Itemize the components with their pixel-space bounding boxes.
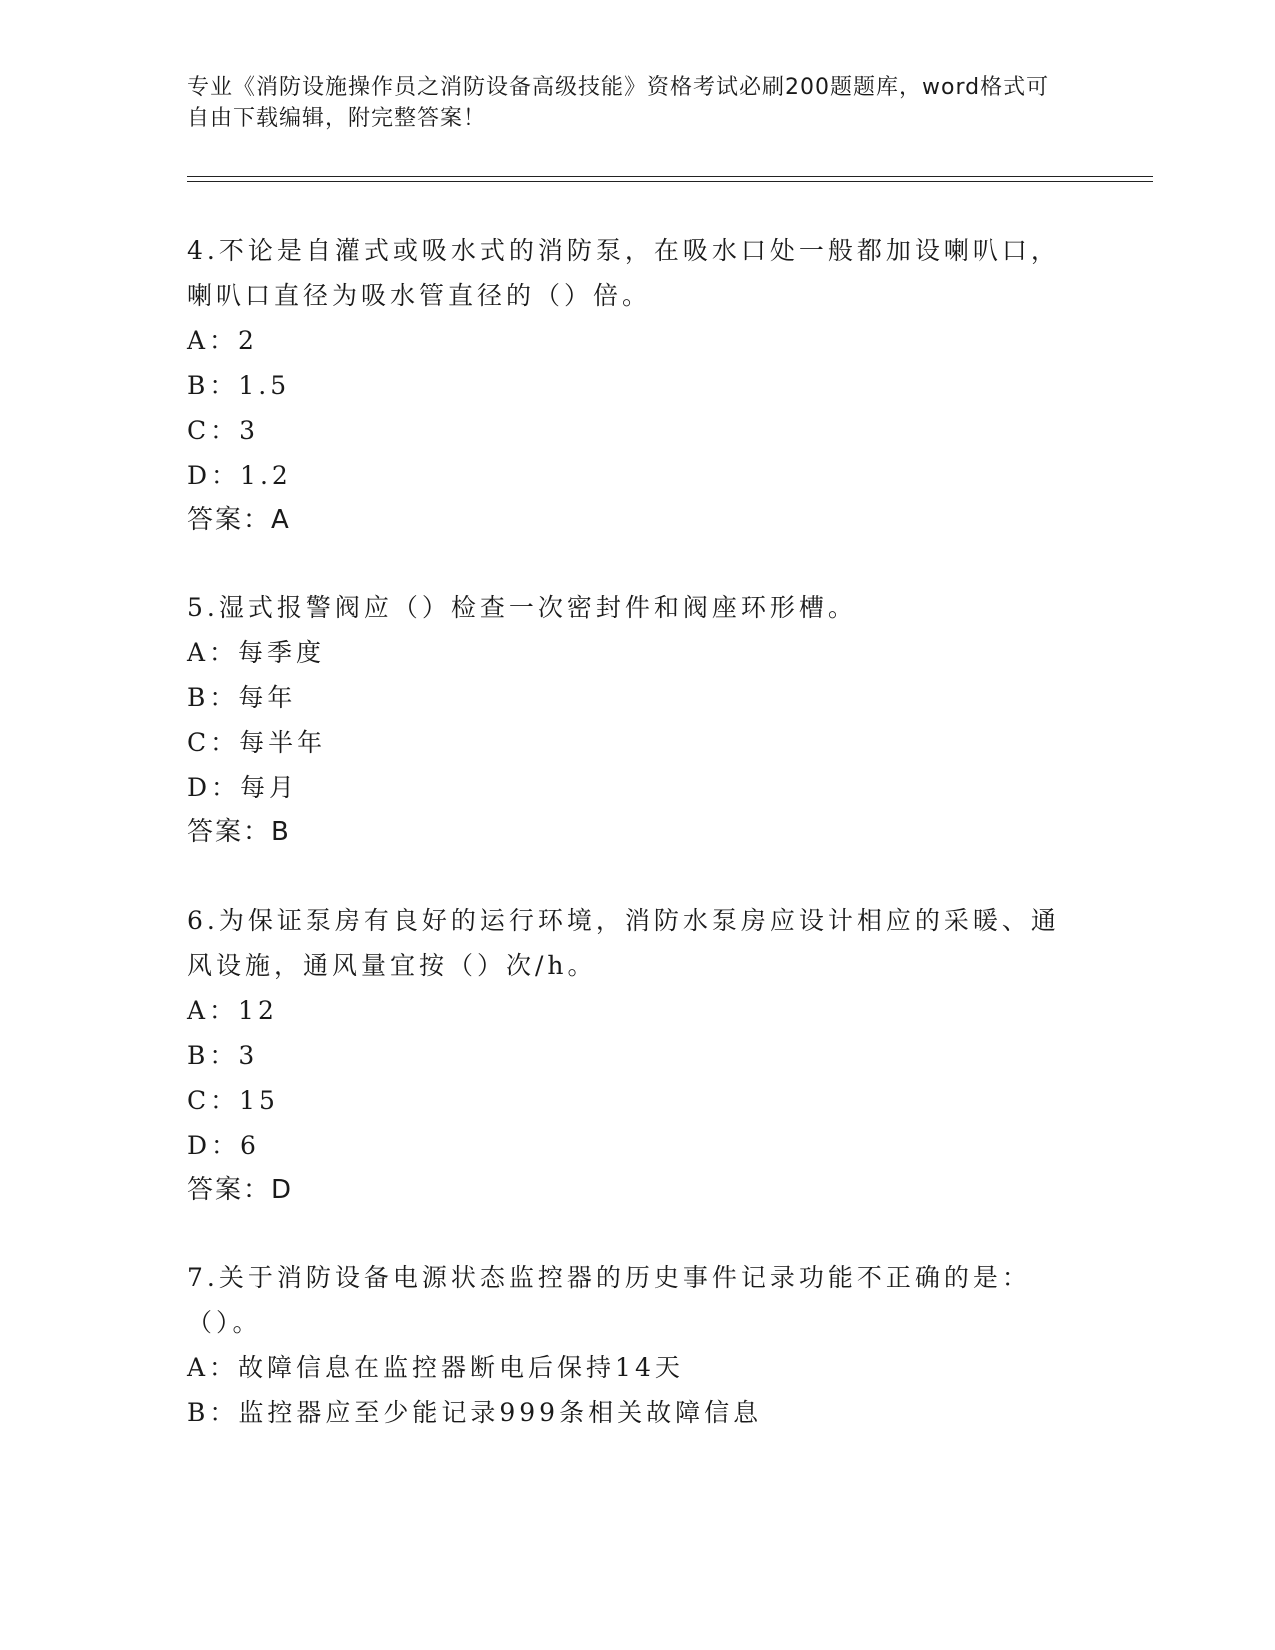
question-stem: 4.不论是自灌式或吸水式的消防泵，在吸水口处一般都加设喇叭口，喇叭口直径为吸水管直径的（）倍。 — [187, 236, 1060, 310]
question-7 — [187, 1255, 1067, 1435]
header-divider-top — [187, 176, 1153, 177]
option-a: A：每季度 — [187, 638, 326, 667]
option-d: D：1.2 — [187, 461, 292, 490]
question-stem: 5.湿式报警阀应（）检查一次密封件和阀座环形槽。 — [187, 593, 857, 622]
option-a: A：12 — [187, 996, 278, 1025]
option-b: B：每年 — [187, 683, 297, 712]
document-header: 专业《消防设施操作员之消防设备高级技能》资格考试必刷200题题库，word格式可自由下载编辑，附完整答案！ — [187, 75, 1050, 131]
option-a: A：故障信息在监控器断电后保持14天 — [187, 1353, 684, 1382]
option-b: B：1.5 — [187, 371, 291, 400]
answer-label: 答案：A — [187, 505, 291, 535]
option-d: D：6 — [187, 1131, 260, 1160]
answer-label: 答案：D — [187, 1175, 294, 1205]
option-c: C：每半年 — [187, 728, 327, 757]
option-c: C：3 — [187, 416, 260, 445]
question-5 — [187, 585, 1067, 855]
option-a: A：2 — [187, 326, 258, 355]
question-6 — [187, 898, 1067, 1213]
option-b: B：3 — [187, 1041, 259, 1070]
option-c: C：15 — [187, 1086, 279, 1115]
header-divider-bottom — [187, 181, 1153, 182]
question-stem: 7.关于消防设备电源状态监控器的历史事件记录功能不正确的是：（）。 — [187, 1263, 1031, 1337]
question-4 — [187, 228, 1067, 543]
answer-label: 答案：B — [187, 817, 291, 847]
option-b: B：监控器应至少能记录999条相关故障信息 — [187, 1398, 763, 1427]
option-d: D：每月 — [187, 773, 299, 802]
question-stem: 6.为保证泵房有良好的运行环境，消防水泵房应设计相应的采暖、通风设施，通风量宜按（）次/h。 — [187, 906, 1060, 980]
